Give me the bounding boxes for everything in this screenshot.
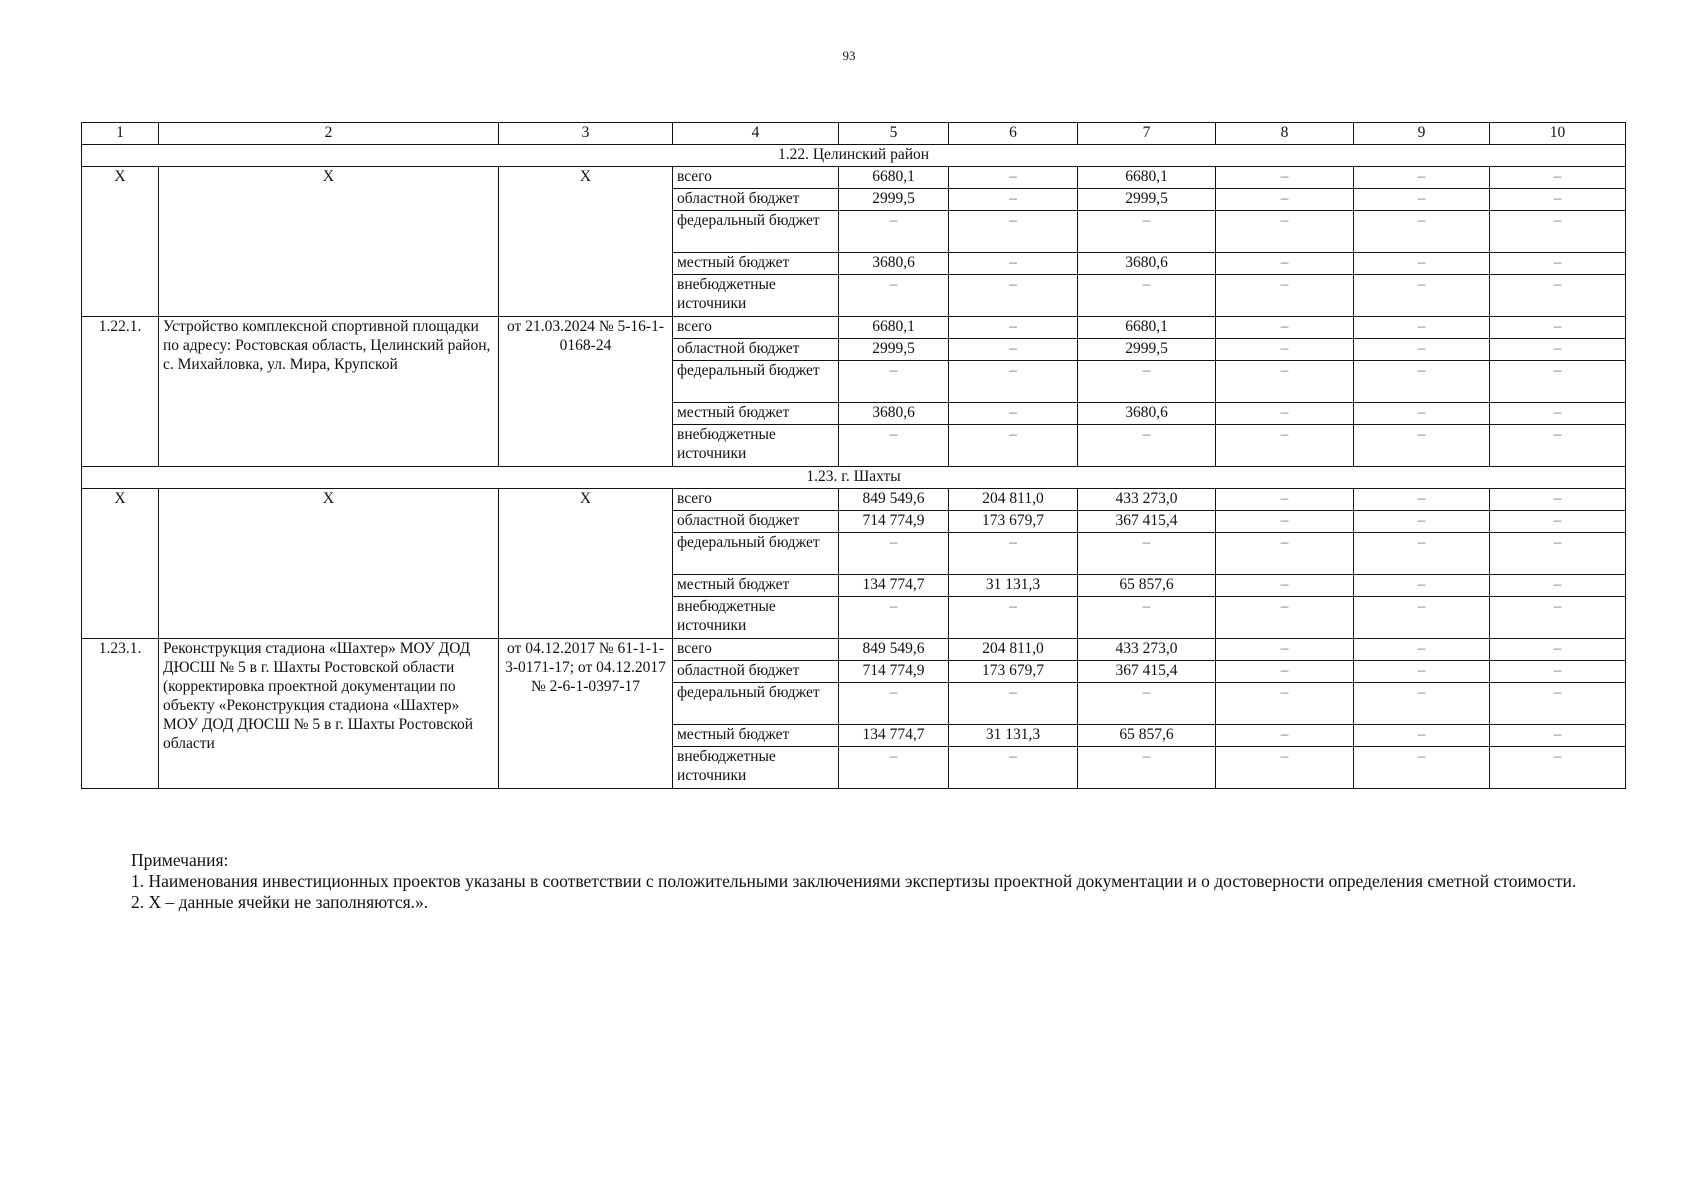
- amount-cell-col6: –: [949, 425, 1078, 467]
- funding-source-label: внебюджетные источники: [673, 597, 839, 639]
- funding-source-label: федеральный бюджет: [673, 361, 839, 403]
- amount-cell-col8: –: [1216, 425, 1354, 467]
- amount-cell-col8: –: [1216, 167, 1354, 189]
- amount-cell-col6: –: [949, 189, 1078, 211]
- amount-cell-col7: –: [1078, 747, 1216, 789]
- amount-cell-col7: 367 415,4: [1078, 661, 1216, 683]
- note-item-1: 1. Наименования инвестиционных проектов указаны в соответствии с положительными заключениями экспертизы проектной документации и о достоверности определения сметной стоимости.: [131, 871, 1577, 891]
- amount-cell-col7: –: [1078, 533, 1216, 575]
- project-number: Х: [82, 167, 159, 317]
- amount-cell-col7: 65 857,6: [1078, 725, 1216, 747]
- amount-cell-col10: –: [1490, 683, 1626, 725]
- amount-cell-col9: –: [1354, 317, 1490, 339]
- amount-cell-col6: 31 131,3: [949, 575, 1078, 597]
- funding-source-label: всего: [673, 639, 839, 661]
- column-header: 5: [839, 123, 949, 145]
- investment-projects-table: [81, 122, 1626, 789]
- funding-source-label: федеральный бюджет: [673, 211, 839, 253]
- funding-source-label: всего: [673, 167, 839, 189]
- funding-source-label: местный бюджет: [673, 725, 839, 747]
- amount-cell-col7: –: [1078, 361, 1216, 403]
- amount-cell-col10: –: [1490, 403, 1626, 425]
- column-header: 2: [159, 123, 499, 145]
- amount-cell-col9: –: [1354, 253, 1490, 275]
- amount-cell-col6: –: [949, 339, 1078, 361]
- amount-cell-col5: 2999,5: [839, 189, 949, 211]
- amount-cell-col6: –: [949, 403, 1078, 425]
- amount-cell-col7: 6680,1: [1078, 167, 1216, 189]
- amount-cell-col8: –: [1216, 661, 1354, 683]
- amount-cell-col6: –: [949, 361, 1078, 403]
- amount-cell-col8: –: [1216, 317, 1354, 339]
- amount-cell-col6: 31 131,3: [949, 725, 1078, 747]
- amount-cell-col7: 433 273,0: [1078, 489, 1216, 511]
- amount-cell-col7: –: [1078, 597, 1216, 639]
- amount-cell-col8: –: [1216, 575, 1354, 597]
- amount-cell-col8: –: [1216, 683, 1354, 725]
- funding-source-label: местный бюджет: [673, 575, 839, 597]
- amount-cell-col9: –: [1354, 639, 1490, 661]
- amount-cell-col9: –: [1354, 533, 1490, 575]
- amount-cell-col6: 173 679,7: [949, 661, 1078, 683]
- project-number: 1.22.1.: [82, 317, 159, 467]
- table-row: [82, 489, 1626, 511]
- table-row: [82, 317, 1626, 339]
- section-row: [82, 145, 1626, 167]
- amount-cell-col8: –: [1216, 511, 1354, 533]
- amount-cell-col9: –: [1354, 425, 1490, 467]
- amount-cell-col8: –: [1216, 211, 1354, 253]
- funding-source-label: всего: [673, 317, 839, 339]
- amount-cell-col5: 6680,1: [839, 317, 949, 339]
- amount-cell-col8: –: [1216, 597, 1354, 639]
- amount-cell-col10: –: [1490, 639, 1626, 661]
- column-header: 8: [1216, 123, 1354, 145]
- amount-cell-col10: –: [1490, 275, 1626, 317]
- amount-cell-col7: –: [1078, 683, 1216, 725]
- funding-source-label: местный бюджет: [673, 403, 839, 425]
- funding-source-label: областной бюджет: [673, 661, 839, 683]
- column-header: 4: [673, 123, 839, 145]
- amount-cell-col7: 433 273,0: [1078, 639, 1216, 661]
- amount-cell-col6: –: [949, 211, 1078, 253]
- expertise-conclusion: Х: [499, 167, 673, 317]
- amount-cell-col10: –: [1490, 575, 1626, 597]
- section-title: 1.23. г. Шахты: [82, 467, 1626, 489]
- page-number: 93: [842, 48, 856, 63]
- amount-cell-col9: –: [1354, 189, 1490, 211]
- amount-cell-col5: –: [839, 361, 949, 403]
- project-name: Х: [159, 489, 499, 639]
- amount-cell-col10: –: [1490, 167, 1626, 189]
- amount-cell-col8: –: [1216, 275, 1354, 317]
- column-header: 10: [1490, 123, 1626, 145]
- amount-cell-col5: 134 774,7: [839, 725, 949, 747]
- amount-cell-col7: –: [1078, 275, 1216, 317]
- amount-cell-col6: 204 811,0: [949, 489, 1078, 511]
- amount-cell-col8: –: [1216, 339, 1354, 361]
- notes-heading: Примечания:: [131, 850, 229, 870]
- column-header: 6: [949, 123, 1078, 145]
- amount-cell-col9: –: [1354, 403, 1490, 425]
- amount-cell-col6: –: [949, 167, 1078, 189]
- amount-cell-col10: –: [1490, 317, 1626, 339]
- amount-cell-col8: –: [1216, 533, 1354, 575]
- amount-cell-col8: –: [1216, 253, 1354, 275]
- amount-cell-col9: –: [1354, 361, 1490, 403]
- note-item-2: 2. Х – данные ячейки не заполняются.».: [131, 892, 429, 912]
- project-name: Х: [159, 167, 499, 317]
- amount-cell-col9: –: [1354, 725, 1490, 747]
- amount-cell-col9: –: [1354, 211, 1490, 253]
- amount-cell-col10: –: [1490, 339, 1626, 361]
- amount-cell-col10: –: [1490, 511, 1626, 533]
- amount-cell-col9: –: [1354, 511, 1490, 533]
- funding-source-label: местный бюджет: [673, 253, 839, 275]
- amount-cell-col6: –: [949, 317, 1078, 339]
- amount-cell-col10: –: [1490, 425, 1626, 467]
- funding-source-label: внебюджетные источники: [673, 275, 839, 317]
- amount-cell-col6: –: [949, 747, 1078, 789]
- amount-cell-col5: –: [839, 747, 949, 789]
- amount-cell-col10: –: [1490, 533, 1626, 575]
- funding-source-label: федеральный бюджет: [673, 533, 839, 575]
- project-number: Х: [82, 489, 159, 639]
- funding-source-label: областной бюджет: [673, 339, 839, 361]
- table-row: [82, 167, 1626, 189]
- funding-source-label: внебюджетные источники: [673, 747, 839, 789]
- amount-cell-col9: –: [1354, 339, 1490, 361]
- amount-cell-col5: 6680,1: [839, 167, 949, 189]
- amount-cell-col6: –: [949, 533, 1078, 575]
- amount-cell-col6: 204 811,0: [949, 639, 1078, 661]
- amount-cell-col10: –: [1490, 725, 1626, 747]
- amount-cell-col5: 3680,6: [839, 253, 949, 275]
- amount-cell-col9: –: [1354, 167, 1490, 189]
- column-header: 9: [1354, 123, 1490, 145]
- amount-cell-col5: 714 774,9: [839, 511, 949, 533]
- section-row: [82, 467, 1626, 489]
- funding-source-label: внебюджетные источники: [673, 425, 839, 467]
- amount-cell-col5: 2999,5: [839, 339, 949, 361]
- amount-cell-col10: –: [1490, 361, 1626, 403]
- column-header: 1: [82, 123, 159, 145]
- amount-cell-col8: –: [1216, 639, 1354, 661]
- section-title: 1.22. Целинский район: [82, 145, 1626, 167]
- amount-cell-col10: –: [1490, 489, 1626, 511]
- column-header: 7: [1078, 123, 1216, 145]
- amount-cell-col8: –: [1216, 489, 1354, 511]
- project-name: Реконструкция стадиона «Шахтер» МОУ ДОД ДЮСШ № 5 в г. Шахты Ростовской области (корректировка проектной документации по объекту «Реконструкция стадиона «Шахтер» МОУ ДОД ДЮСШ № 5 в г. Шахты Ростовской области: [159, 639, 499, 789]
- amount-cell-col5: –: [839, 533, 949, 575]
- project-name: Устройство комплексной спортивной площадки по адресу: Ростовская область, Целинский район, с. Михайловка, ул. Мира, Крупской: [159, 317, 499, 467]
- amount-cell-col6: 173 679,7: [949, 511, 1078, 533]
- expertise-conclusion: от 21.03.2024 № 5-16-1-0168-24: [499, 317, 673, 467]
- project-number: 1.23.1.: [82, 639, 159, 789]
- amount-cell-col5: –: [839, 425, 949, 467]
- amount-cell-col5: –: [839, 211, 949, 253]
- notes-block: [81, 850, 1625, 913]
- amount-cell-col6: –: [949, 683, 1078, 725]
- funding-source-label: областной бюджет: [673, 189, 839, 211]
- amount-cell-col9: –: [1354, 575, 1490, 597]
- amount-cell-col7: 3680,6: [1078, 403, 1216, 425]
- amount-cell-col9: –: [1354, 489, 1490, 511]
- amount-cell-col7: –: [1078, 425, 1216, 467]
- amount-cell-col7: 2999,5: [1078, 189, 1216, 211]
- amount-cell-col10: –: [1490, 211, 1626, 253]
- table-body: [82, 123, 1626, 789]
- amount-cell-col7: 2999,5: [1078, 339, 1216, 361]
- amount-cell-col10: –: [1490, 597, 1626, 639]
- expertise-conclusion: Х: [499, 489, 673, 639]
- amount-cell-col8: –: [1216, 189, 1354, 211]
- amount-cell-col10: –: [1490, 661, 1626, 683]
- amount-cell-col5: –: [839, 597, 949, 639]
- amount-cell-col10: –: [1490, 253, 1626, 275]
- funding-source-label: областной бюджет: [673, 511, 839, 533]
- expertise-conclusion: от 04.12.2017 № 61-1-1-3-0171-17; от 04.12.2017 № 2-6-1-0397-17: [499, 639, 673, 789]
- table-header-row: [82, 123, 1626, 145]
- amount-cell-col5: 134 774,7: [839, 575, 949, 597]
- amount-cell-col6: –: [949, 275, 1078, 317]
- amount-cell-col5: 714 774,9: [839, 661, 949, 683]
- amount-cell-col7: 3680,6: [1078, 253, 1216, 275]
- amount-cell-col7: 6680,1: [1078, 317, 1216, 339]
- amount-cell-col10: –: [1490, 747, 1626, 789]
- amount-cell-col9: –: [1354, 597, 1490, 639]
- amount-cell-col7: 367 415,4: [1078, 511, 1216, 533]
- amount-cell-col7: 65 857,6: [1078, 575, 1216, 597]
- amount-cell-col5: 3680,6: [839, 403, 949, 425]
- amount-cell-col9: –: [1354, 661, 1490, 683]
- amount-cell-col10: –: [1490, 189, 1626, 211]
- amount-cell-col9: –: [1354, 275, 1490, 317]
- amount-cell-col7: –: [1078, 211, 1216, 253]
- amount-cell-col5: –: [839, 275, 949, 317]
- funding-source-label: всего: [673, 489, 839, 511]
- funding-source-label: федеральный бюджет: [673, 683, 839, 725]
- amount-cell-col8: –: [1216, 725, 1354, 747]
- amount-cell-col8: –: [1216, 747, 1354, 789]
- amount-cell-col5: 849 549,6: [839, 489, 949, 511]
- amount-cell-col6: –: [949, 253, 1078, 275]
- table-row: [82, 639, 1626, 661]
- amount-cell-col6: –: [949, 597, 1078, 639]
- amount-cell-col5: –: [839, 683, 949, 725]
- amount-cell-col5: 849 549,6: [839, 639, 949, 661]
- column-header: 3: [499, 123, 673, 145]
- amount-cell-col8: –: [1216, 403, 1354, 425]
- amount-cell-col8: –: [1216, 361, 1354, 403]
- amount-cell-col9: –: [1354, 683, 1490, 725]
- amount-cell-col9: –: [1354, 747, 1490, 789]
